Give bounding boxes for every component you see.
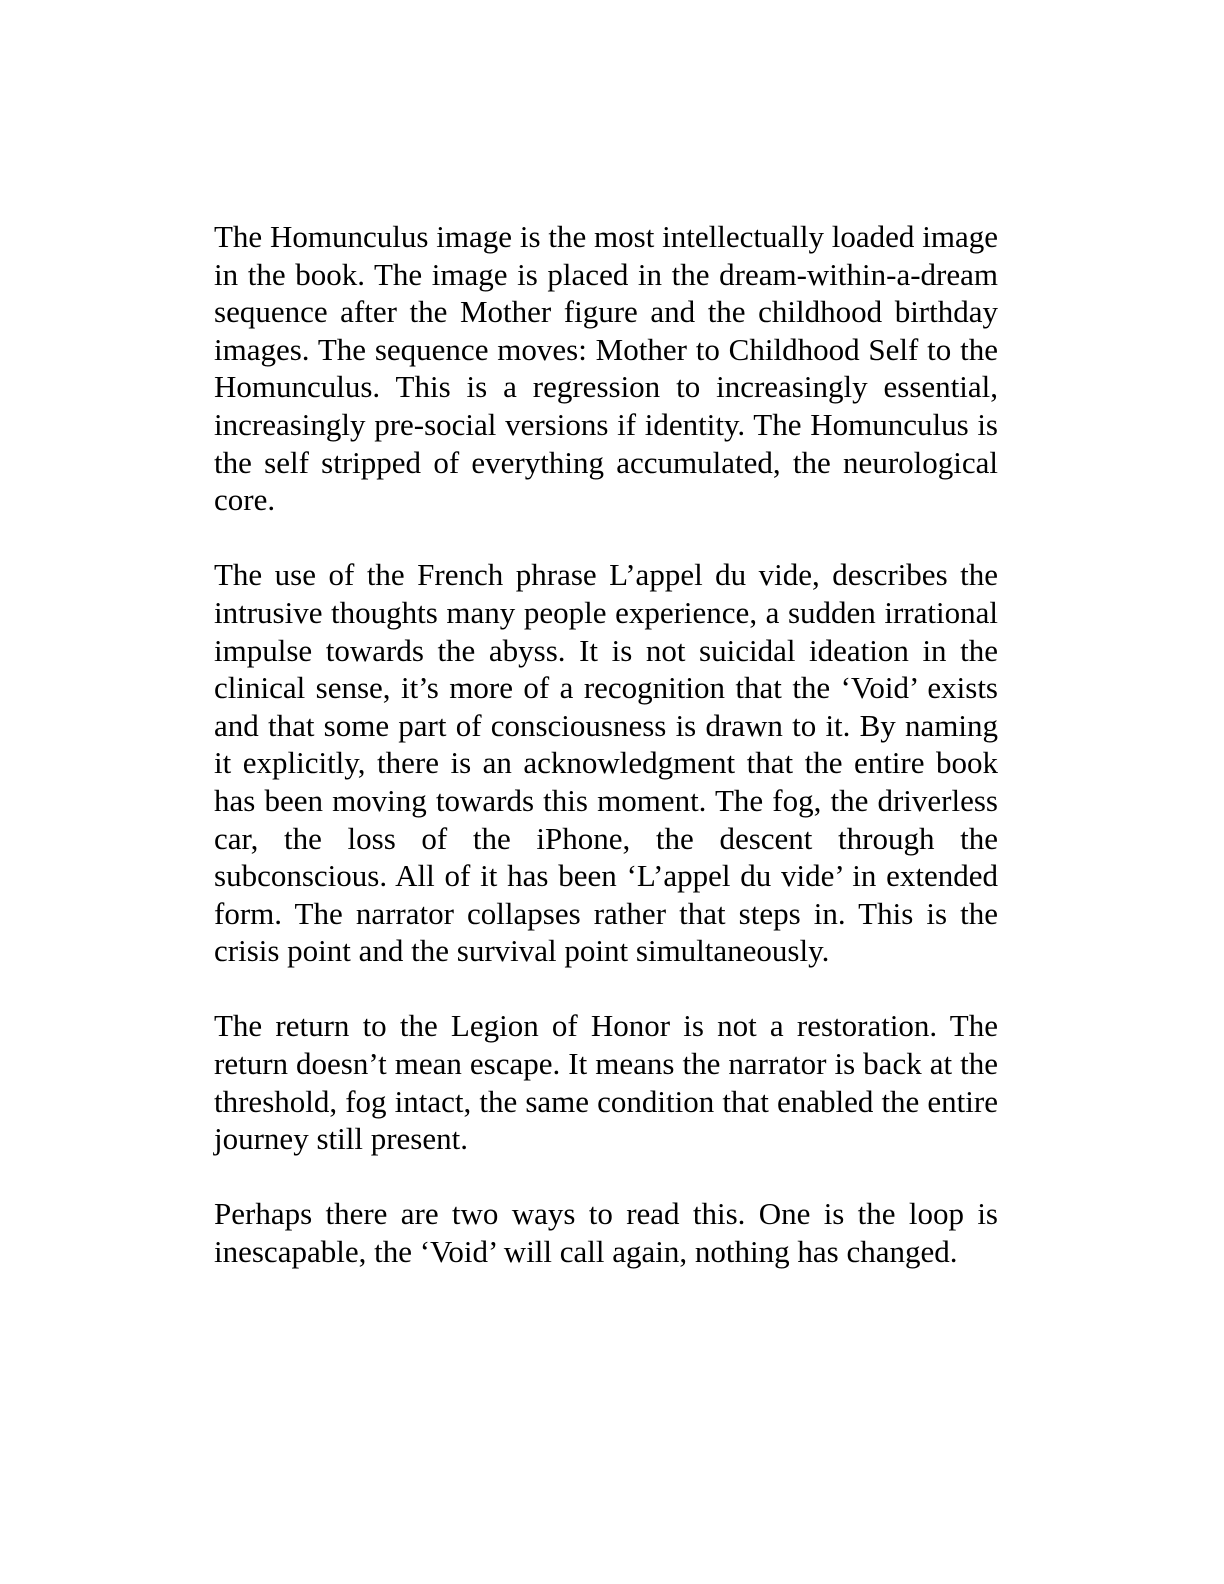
- paragraph-two-readings: Perhaps there are two ways to read this. One is the loop is inescapable, the ‘Void’ will call again, nothing has changed.: [214, 1196, 998, 1270]
- paragraph-appel-du-vide: The use of the French phrase L’appel du vide, describes the intrusive thoughts many people experience, a sudden irrational impulse towards the abyss. It is not suicidal ideation in the clinical sense, it’s more of a recognition that the ‘Void’ exists and that some part of consciousness is drawn to it. By naming it explicitly, there is an acknowledgment that the entire book has been moving towards this moment. The fog, the driverless car, the loss of the iPhone, the descent through the subconscious. All of it has been ‘L’appel du vide’ in extended form. The narrator collapses rather that steps in. This is the crisis point and the survival point simultaneously.: [214, 557, 998, 969]
- paragraph-homunculus: The Homunculus image is the most intellectually loaded image in the book. The image is placed in the dream-within-a-dream sequence after the Mother figure and the childhood birthday images. The sequence moves: Mother to Childhood Self to the Homunculus. This is a regression to increasingly essential, increasingly pre-social versions if identity. The Homunculus is the self stripped of everything accumulated, the neurological core.: [214, 219, 998, 518]
- paragraph-legion-of-honor: The return to the Legion of Honor is not a restoration. The return doesn’t mean escape. It means the narrator is back at the threshold, fog intact, the same condition that enabled the entire journey still present.: [214, 1008, 998, 1157]
- body-text: [214, 218, 998, 1271]
